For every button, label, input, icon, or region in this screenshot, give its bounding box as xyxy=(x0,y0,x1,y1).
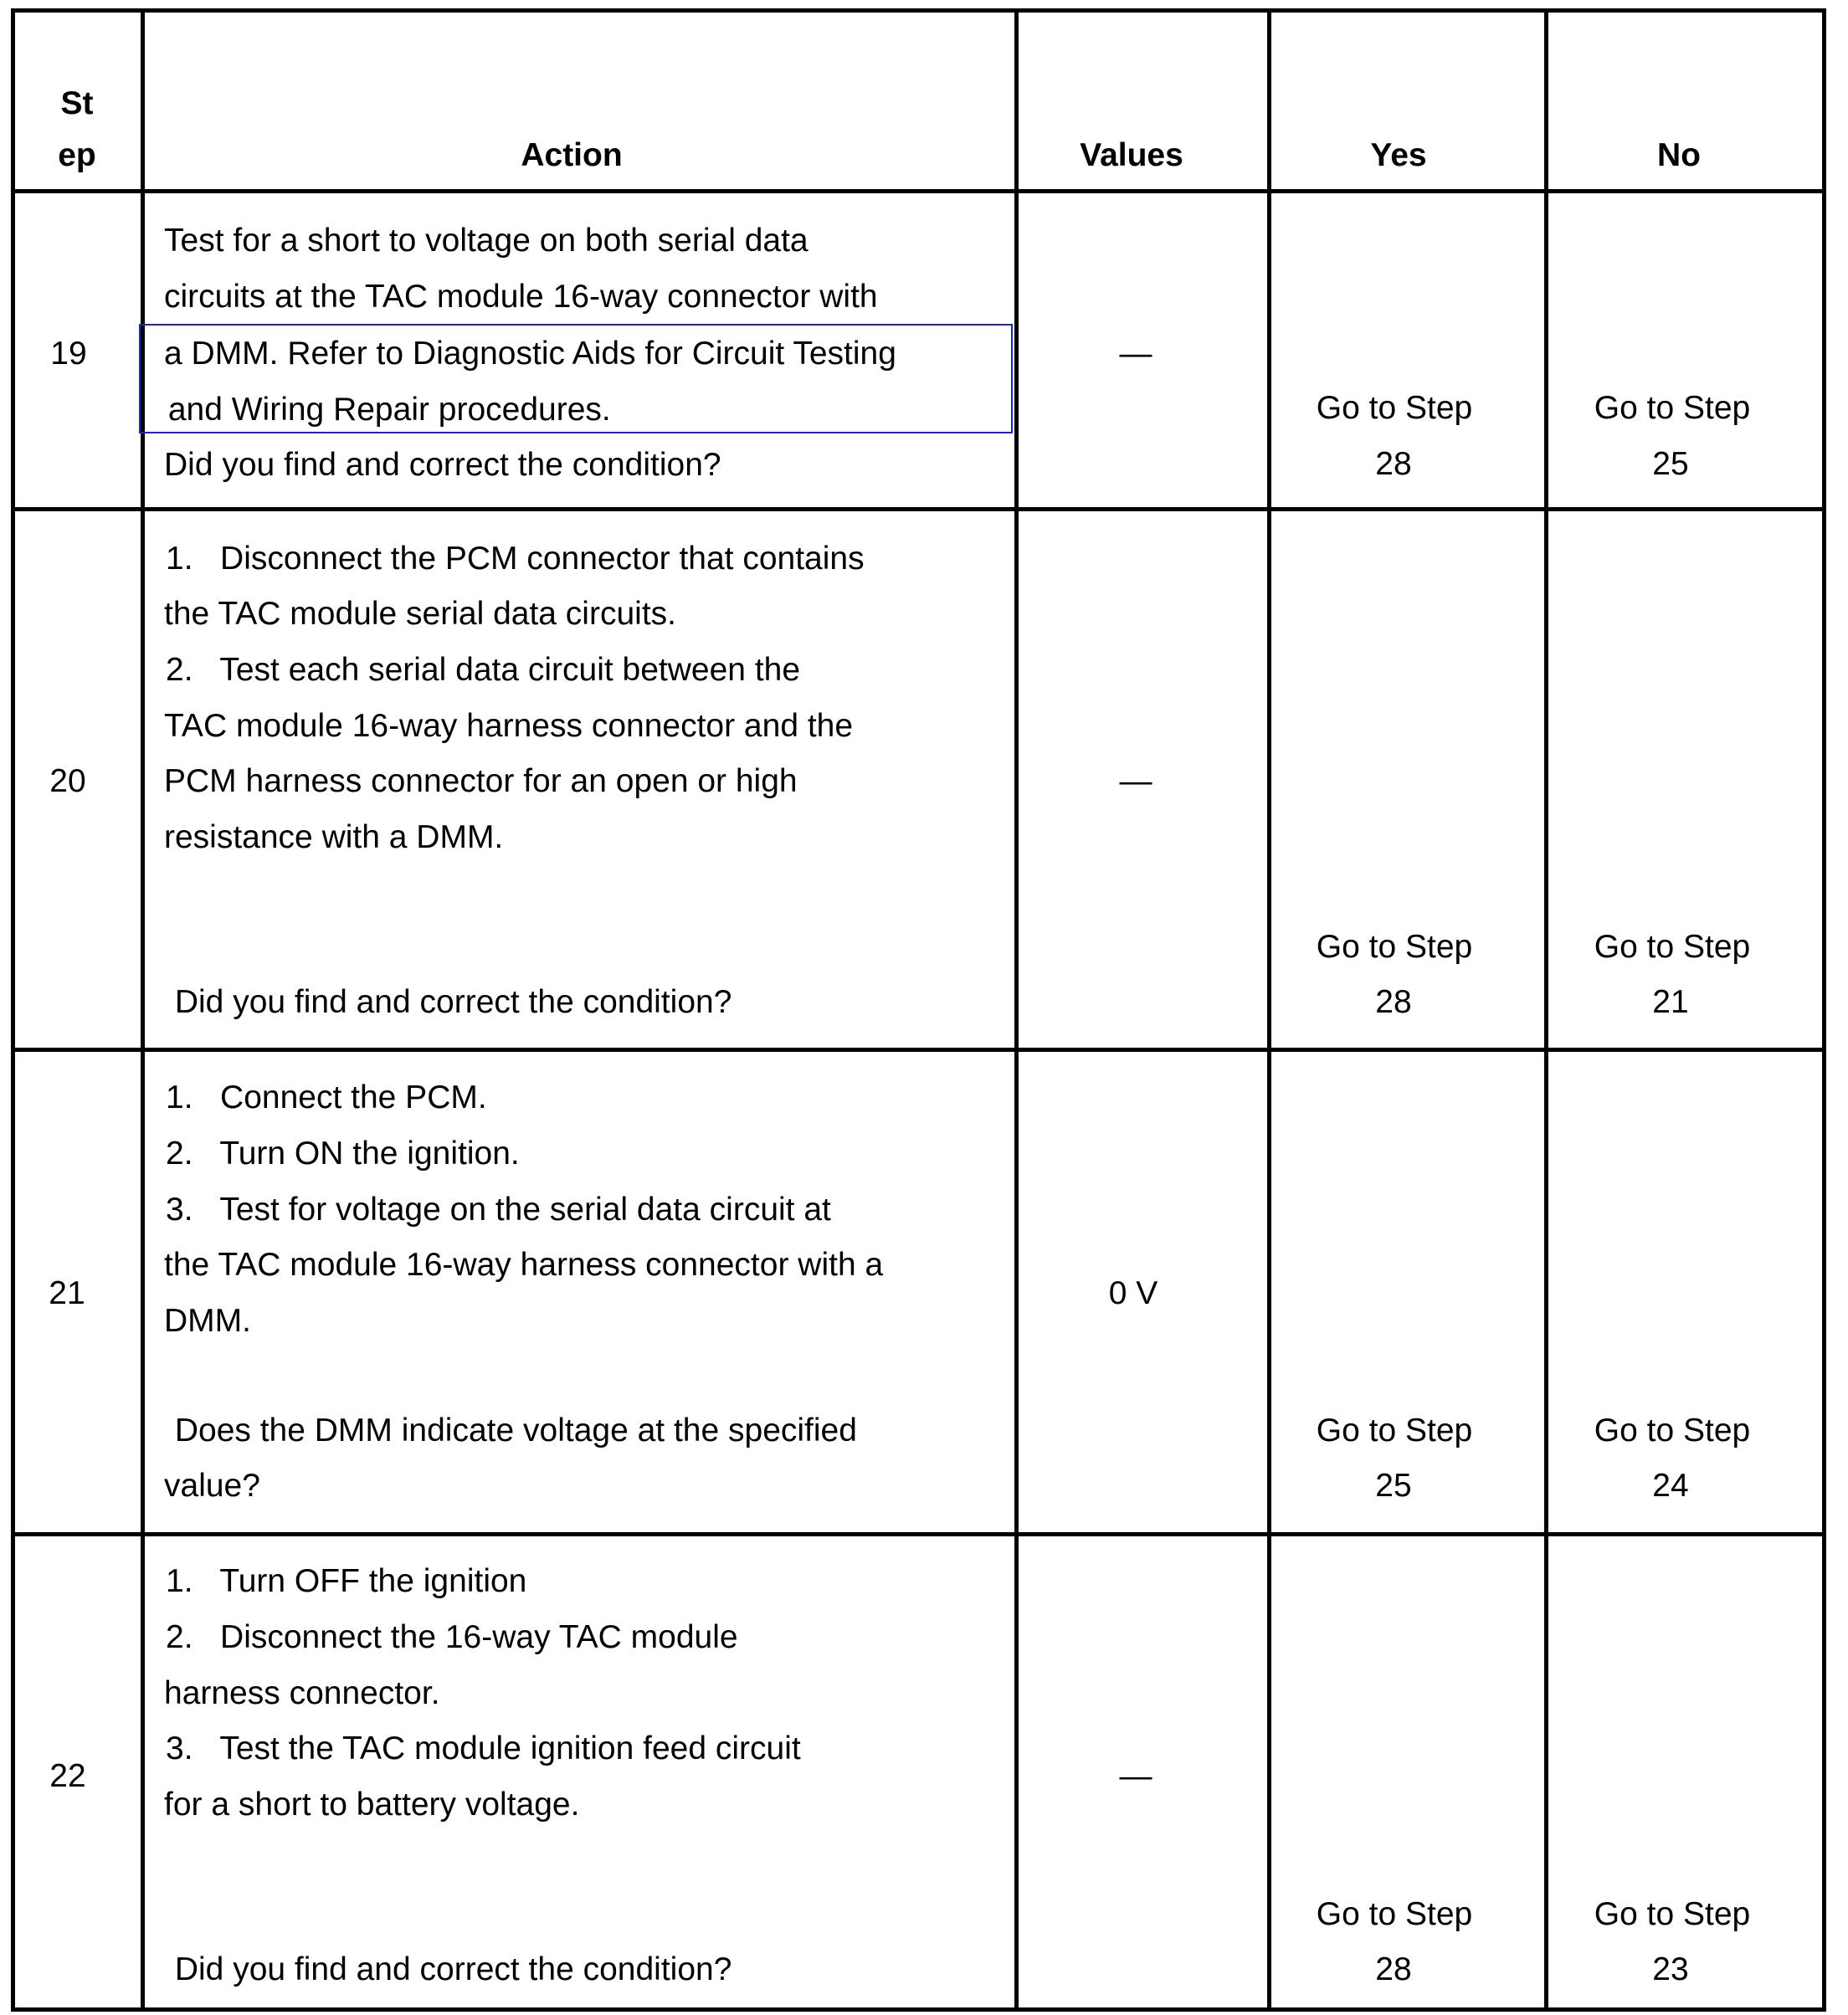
action-line: DMM. xyxy=(164,1303,251,1339)
yes-label: Go to Step xyxy=(1316,390,1473,426)
action-line: the TAC module serial data circuits. xyxy=(164,596,676,632)
action-line: 1. Disconnect the PCM connector that contains xyxy=(166,541,865,577)
col-divider-action xyxy=(1014,8,1019,2012)
no-step: 24 xyxy=(1652,1468,1689,1504)
action-question: Did you find and correct the condition? xyxy=(166,1951,732,1987)
yes-label: Go to Step xyxy=(1316,929,1473,965)
value-cell: — xyxy=(1119,1758,1152,1794)
no-step: 21 xyxy=(1652,984,1689,1020)
no-label: Go to Step xyxy=(1594,390,1751,426)
yes-step: 28 xyxy=(1375,1951,1412,1987)
action-line: 1. Turn OFF the ignition xyxy=(166,1563,527,1599)
col-divider-yes xyxy=(1544,8,1548,2012)
table-border-bottom xyxy=(11,2007,1826,2012)
header-action: Action xyxy=(521,137,623,173)
header-step-line1: St xyxy=(60,85,94,121)
step-number: 21 xyxy=(49,1275,85,1311)
action-line: 2. Disconnect the 16-way TAC module xyxy=(166,1619,738,1655)
no-step: 23 xyxy=(1652,1951,1689,1987)
no-label: Go to Step xyxy=(1594,1896,1751,1932)
action-line: harness connector. xyxy=(164,1675,440,1711)
action-line: 2. Turn ON the ignition. xyxy=(166,1136,520,1172)
action-line: Test for a short to voltage on both serial data xyxy=(164,223,808,259)
table-border-right xyxy=(1822,8,1826,2012)
step-number: 20 xyxy=(49,763,86,799)
yes-step: 28 xyxy=(1375,984,1412,1020)
table-border-left xyxy=(11,8,15,2012)
action-line: for a short to battery voltage. xyxy=(164,1787,580,1823)
col-divider-values xyxy=(1267,8,1271,2012)
yes-step: 28 xyxy=(1375,446,1412,482)
action-line: the TAC module 16-way harness connector with a xyxy=(164,1247,884,1283)
action-line: 1. Connect the PCM. xyxy=(166,1079,487,1115)
action-line: PCM harness connector for an open or high xyxy=(164,763,798,799)
row-divider-20 xyxy=(11,1048,1826,1052)
yes-step: 25 xyxy=(1375,1468,1412,1504)
action-line: and Wiring Repair procedures. xyxy=(159,392,611,428)
step-number: 22 xyxy=(49,1758,86,1794)
no-step: 25 xyxy=(1652,446,1689,482)
action-line: resistance with a DMM. xyxy=(164,819,504,855)
action-line: 2. Test each serial data circuit between the xyxy=(166,652,801,688)
action-question: Does the DMM indicate voltage at the specified xyxy=(166,1413,857,1448)
value-cell: 0 V xyxy=(1108,1275,1158,1311)
header-divider xyxy=(11,189,1826,193)
value-cell: — xyxy=(1119,763,1152,799)
col-divider-step xyxy=(141,8,145,2012)
row-divider-21 xyxy=(11,1532,1826,1536)
yes-label: Go to Step xyxy=(1316,1896,1473,1932)
action-question-cont: value? xyxy=(164,1468,260,1504)
value-cell: — xyxy=(1119,336,1152,372)
action-line: TAC module 16-way harness connector and the xyxy=(164,708,854,744)
action-question: Did you find and correct the condition? xyxy=(164,447,721,483)
action-line: 3. Test the TAC module ignition feed circuit xyxy=(166,1730,801,1766)
no-label: Go to Step xyxy=(1594,929,1751,965)
table-border-top xyxy=(11,8,1826,13)
header-yes: Yes xyxy=(1370,137,1427,173)
action-line: 3. Test for voltage on the serial data circuit at xyxy=(166,1192,831,1228)
selection-highlight-box xyxy=(139,324,1013,433)
header-step-line2: ep xyxy=(58,137,96,173)
header-values: Values xyxy=(1080,137,1183,173)
yes-label: Go to Step xyxy=(1316,1413,1473,1448)
header-no: No xyxy=(1657,137,1701,173)
row-divider-19 xyxy=(11,507,1826,511)
no-label: Go to Step xyxy=(1594,1413,1751,1448)
step-number: 19 xyxy=(50,336,87,372)
action-question: Did you find and correct the condition? xyxy=(166,984,732,1020)
action-line: a DMM. Refer to Diagnostic Aids for Circuit Testing xyxy=(164,336,896,372)
action-line: circuits at the TAC module 16-way connector with xyxy=(164,279,878,315)
